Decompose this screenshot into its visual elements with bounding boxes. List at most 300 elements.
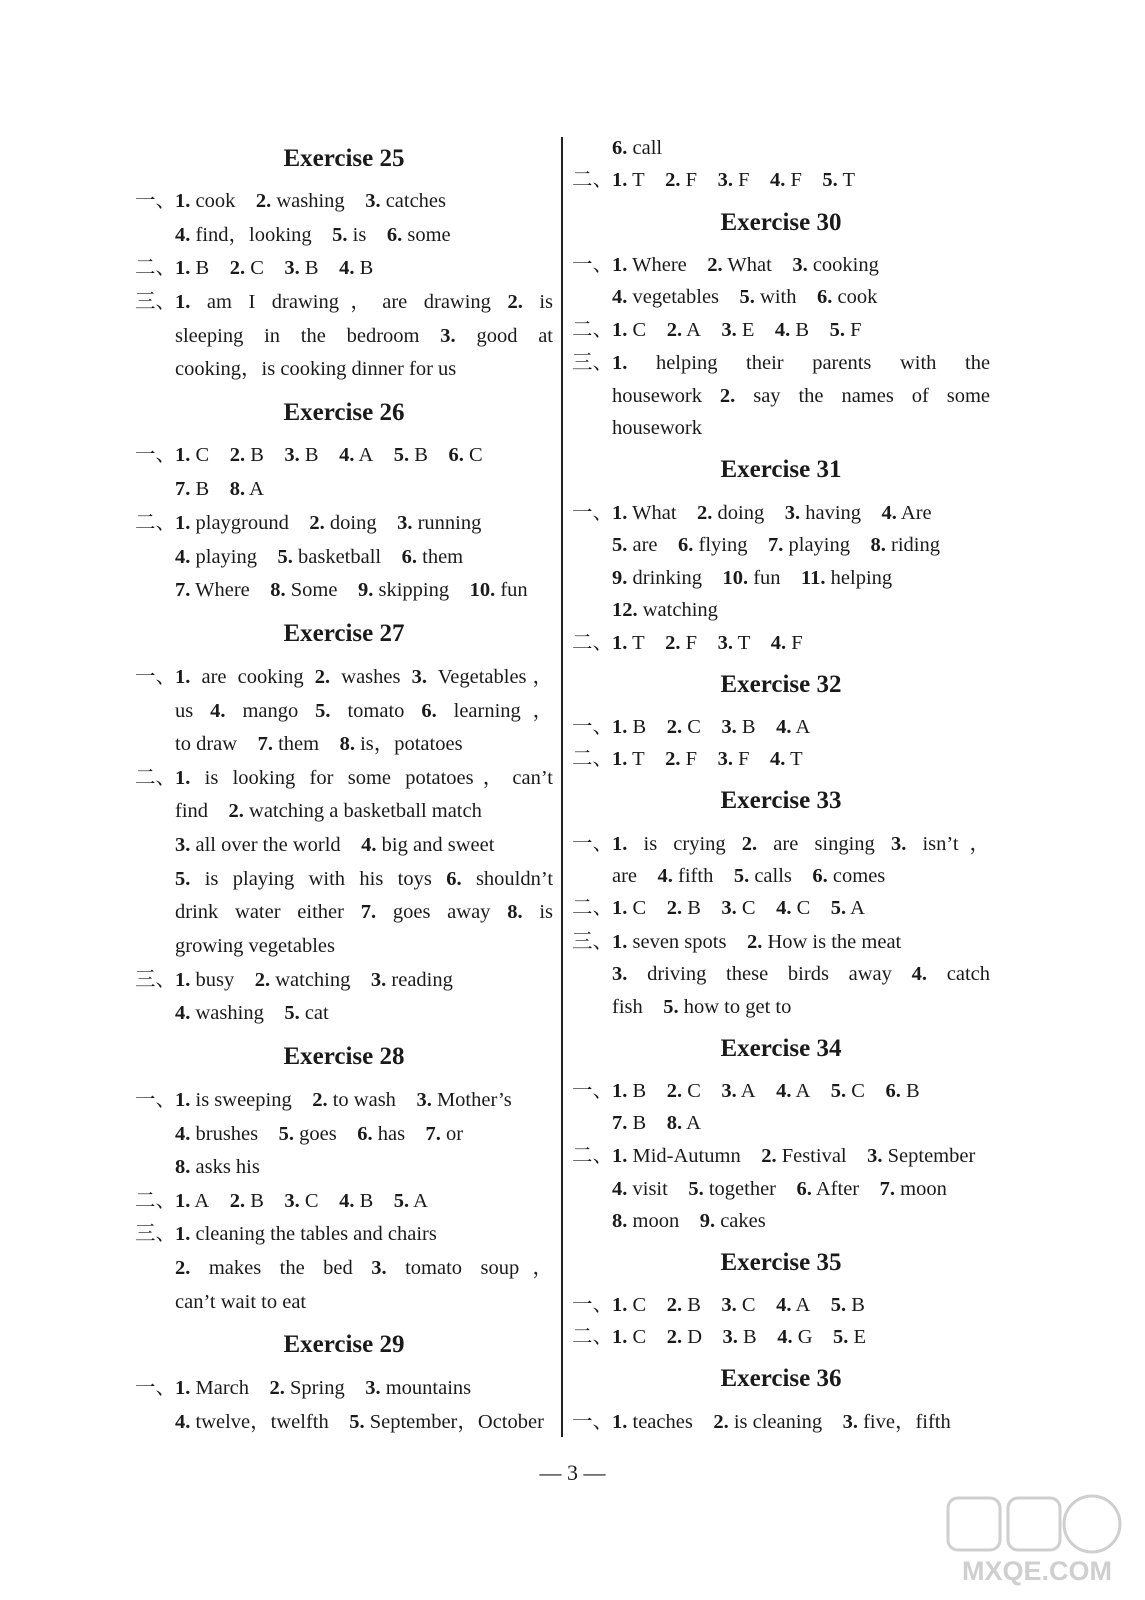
answer-text: C	[687, 1080, 701, 1102]
answer-number: 1.	[612, 1145, 628, 1167]
answer-number: 5.	[829, 319, 845, 341]
section-label: 一、	[572, 1080, 613, 1102]
answer-text: B	[632, 1112, 647, 1134]
answer-item	[882, 502, 932, 524]
answer-item	[175, 478, 209, 500]
answer-number: 3.	[411, 666, 427, 688]
answer-item	[707, 254, 772, 276]
answer-items	[612, 1175, 990, 1203]
answer-item	[255, 969, 351, 991]
answer-text: B	[851, 1294, 865, 1316]
answer-text: Some	[290, 579, 338, 601]
answer-number: 2.	[666, 1326, 683, 1348]
answer-item	[830, 319, 862, 341]
answer-text: basketball	[298, 546, 382, 568]
answer-item	[175, 969, 234, 991]
answer-text: some	[407, 224, 451, 246]
svg-text:MXQE.COM: MXQE.COM	[961, 1556, 1113, 1586]
answer-number: 4.	[339, 1190, 355, 1212]
answer-number: 1.	[175, 257, 191, 279]
answer-number: 2.	[665, 748, 681, 770]
answer-item	[230, 478, 264, 500]
answer-number: 8.	[339, 733, 355, 755]
answer-items	[612, 1077, 990, 1105]
answer-text: housework	[612, 417, 702, 439]
answer-number: 3.	[784, 502, 801, 524]
answer-line	[572, 830, 990, 858]
answer-text: their	[746, 352, 784, 374]
answer-line	[572, 596, 990, 624]
page-footer: — 3 —	[539, 1460, 606, 1485]
answer-number: 5.	[175, 868, 191, 890]
answer-item	[831, 1080, 865, 1102]
answer-item	[612, 1210, 679, 1232]
answer-item	[175, 546, 257, 568]
answer-items	[612, 713, 990, 741]
answer-line	[135, 1408, 553, 1436]
answer-text: cooking	[812, 254, 879, 276]
answer-item	[812, 352, 871, 374]
answer-items	[612, 166, 990, 194]
answer-items	[612, 1291, 990, 1319]
answer-number: 4.	[777, 1326, 793, 1348]
answer-text: doing	[329, 512, 377, 534]
answer-line	[135, 966, 553, 994]
answer-items	[612, 1408, 990, 1436]
answer-number: 6.	[812, 865, 828, 887]
watermark-logo	[940, 1492, 1135, 1592]
answer-item	[612, 963, 892, 985]
answer-item	[361, 901, 491, 923]
answer-text: C	[304, 1190, 319, 1212]
answer-item	[612, 996, 643, 1018]
answer-text: are	[632, 534, 658, 556]
answer-number: 9.	[357, 579, 374, 601]
answer-text: is	[352, 224, 367, 246]
answer-number: 1.	[175, 291, 191, 313]
answer-item	[175, 512, 289, 534]
answer-number: 9.	[612, 567, 628, 589]
answer-number: 2.	[719, 385, 736, 407]
answer-text: catches	[385, 190, 447, 212]
answer-number: 1.	[612, 169, 628, 191]
answer-item	[768, 534, 850, 556]
exercise-title: Exercise 34	[720, 1035, 842, 1062]
answer-text: isn’t，	[922, 833, 991, 855]
answer-text: all over the world	[195, 834, 341, 856]
answer-item	[230, 444, 264, 466]
answer-number: 2.	[707, 254, 723, 276]
answer-text: comes	[832, 865, 886, 887]
answer-text: makes the bed	[208, 1257, 353, 1279]
answer-number: 3.	[792, 254, 808, 276]
answer-item	[891, 833, 990, 855]
answer-text: washes	[341, 666, 401, 688]
answer-line	[135, 797, 553, 825]
answer-text: F	[685, 632, 698, 654]
answer-number: 5.	[733, 865, 750, 887]
answer-number: 4.	[361, 834, 377, 856]
answer-text: B	[304, 257, 319, 279]
answer-number: 3.	[284, 1190, 300, 1212]
answer-number: 2.	[666, 1294, 683, 1316]
exercise-title: Exercise 26	[283, 399, 405, 426]
answer-text: C	[632, 319, 647, 341]
answer-text: A	[686, 1112, 701, 1134]
answer-items	[612, 316, 990, 344]
answer-item	[833, 1326, 866, 1348]
answer-number: 1.	[612, 833, 628, 855]
answer-text: teaches	[632, 1411, 693, 1433]
answer-text: say the names of some	[753, 385, 991, 407]
answer-items	[175, 441, 553, 469]
answer-line	[135, 475, 553, 503]
answer-number: 5.	[393, 1190, 410, 1212]
answer-text: C	[250, 257, 264, 279]
answer-line	[572, 283, 990, 311]
answer-number: 2.	[713, 1411, 729, 1433]
answer-number: 3.	[284, 444, 300, 466]
answer-number: 2.	[665, 169, 681, 191]
section-label: 三、	[135, 969, 176, 991]
answer-text: fish	[612, 996, 643, 1018]
answer-number: 3.	[717, 632, 733, 654]
answer-text: After	[815, 1178, 860, 1200]
answer-number: 2.	[314, 666, 331, 688]
answer-line	[135, 663, 553, 691]
answer-text: are singing	[773, 833, 875, 855]
answer-items	[612, 928, 990, 956]
answer-number: 5.	[278, 1123, 295, 1145]
answer-line	[572, 713, 990, 741]
answer-item	[912, 963, 990, 985]
answer-item	[175, 190, 235, 212]
answer-number: 6.	[357, 1123, 373, 1145]
answer-text: or	[446, 1123, 464, 1145]
answer-item	[175, 579, 250, 601]
page-number: 3	[567, 1460, 578, 1485]
answer-text: watching a basketball match	[249, 800, 482, 822]
answer-text: with	[760, 286, 797, 308]
answer-items	[175, 797, 553, 825]
answer-number: 1.	[612, 897, 628, 919]
answer-line	[572, 894, 990, 922]
answer-items	[612, 862, 990, 890]
answer-items	[175, 1187, 553, 1215]
answer-number: 2.	[746, 931, 763, 953]
answer-number: 4.	[881, 502, 897, 524]
answer-text: visit	[632, 1178, 668, 1200]
answer-line	[135, 355, 553, 383]
answer-item	[612, 352, 717, 374]
answer-text: them	[422, 546, 464, 568]
answer-number: 4.	[612, 286, 628, 308]
answer-line	[572, 166, 990, 194]
answer-items	[612, 1142, 990, 1170]
answer-item	[665, 169, 697, 191]
answer-items	[175, 730, 553, 758]
answer-item	[256, 190, 345, 212]
answer-line	[135, 254, 553, 282]
answer-item	[339, 444, 373, 466]
answer-text: cook	[195, 190, 236, 212]
answer-item	[175, 1411, 329, 1433]
answer-item	[365, 1377, 471, 1399]
answer-text: growing vegetables	[175, 935, 335, 957]
answer-text: how to get to	[683, 996, 792, 1018]
answer-item	[175, 257, 209, 279]
answer-number: 4.	[339, 444, 355, 466]
answer-items	[612, 283, 990, 311]
answer-text: Where	[195, 579, 250, 601]
answer-number: 7.	[360, 901, 377, 923]
answer-number: 8.	[507, 901, 523, 923]
answer-line	[135, 697, 553, 725]
answer-text: G	[797, 1326, 813, 1348]
answer-items	[612, 960, 990, 988]
answer-number: 3.	[842, 1411, 858, 1433]
answer-text: twelve，twelfth	[195, 1411, 329, 1433]
answer-line	[572, 629, 990, 657]
answer-item	[279, 1123, 337, 1145]
answer-text: F	[850, 319, 862, 341]
answer-item	[507, 901, 553, 923]
answer-number: 1.	[612, 632, 628, 654]
answer-items	[175, 288, 553, 316]
answer-item	[612, 567, 702, 589]
answer-text: B	[195, 257, 210, 279]
answer-text: can’t wait to eat	[175, 1291, 307, 1313]
answer-number: 3.	[397, 512, 413, 534]
answer-text: September，October	[369, 1411, 544, 1433]
answer-line	[572, 251, 990, 279]
answer-text: is playing with his toys	[204, 868, 432, 890]
answer-item	[612, 833, 726, 855]
section-label: 三、	[135, 291, 176, 313]
section-label: 二、	[135, 257, 176, 279]
answer-number: 6.	[678, 534, 694, 556]
exercise-title: Exercise 36	[720, 1365, 842, 1392]
answer-text: tomato soup，	[405, 1257, 554, 1279]
answer-items	[175, 254, 553, 282]
answer-item	[312, 1089, 396, 1111]
exercise-title: Exercise 33	[720, 787, 842, 814]
answer-line	[135, 1288, 553, 1316]
answer-line	[135, 1374, 553, 1402]
answer-items	[175, 1120, 553, 1148]
section-label: 二、	[135, 1190, 176, 1212]
answer-number: 3.	[721, 897, 737, 919]
answer-item	[747, 931, 901, 953]
answer-number: 2.	[666, 716, 683, 738]
answer-text: helping	[655, 352, 718, 374]
answer-text: parents	[812, 352, 872, 374]
answer-text: playing	[195, 546, 257, 568]
answer-item	[612, 1080, 646, 1102]
answer-item	[612, 1112, 646, 1134]
answer-text: B	[304, 444, 319, 466]
answer-item	[371, 969, 453, 991]
answer-number: 4.	[911, 963, 928, 985]
answer-text: helping	[830, 567, 893, 589]
answer-number: 8.	[270, 579, 286, 601]
answer-item	[394, 1190, 428, 1212]
answer-item	[880, 1178, 947, 1200]
answer-number: 8.	[870, 534, 886, 556]
answer-item	[721, 897, 755, 919]
answer-item	[612, 534, 658, 556]
answer-number: 2.	[666, 1080, 683, 1102]
answer-number: 2.	[229, 257, 246, 279]
answer-item	[721, 319, 754, 341]
answer-item	[771, 632, 803, 654]
section-label: 一、	[135, 1377, 176, 1399]
answer-item	[746, 352, 784, 374]
answer-text: cook	[837, 286, 878, 308]
answer-text: call	[632, 137, 663, 159]
answer-text: F	[738, 748, 750, 770]
answer-line	[135, 865, 553, 893]
answer-number: 1.	[175, 512, 191, 534]
answer-text: T	[632, 169, 645, 191]
answer-number: 10.	[722, 567, 749, 589]
answer-text: B	[795, 319, 810, 341]
answer-item	[718, 169, 750, 191]
answer-number: 4.	[175, 546, 191, 568]
answer-text: housework	[612, 385, 702, 407]
answer-item	[667, 1326, 702, 1348]
answer-item	[822, 169, 855, 191]
answer-text: B	[250, 1190, 264, 1212]
answer-item	[175, 1089, 292, 1111]
answer-number: 1.	[175, 1377, 191, 1399]
answer-line	[135, 764, 553, 792]
answer-items	[612, 830, 990, 858]
answer-text: fun	[500, 579, 528, 601]
answer-number: 3.	[717, 169, 733, 191]
answer-item	[270, 579, 337, 601]
answer-text: is sweeping	[195, 1089, 292, 1111]
answer-text: B	[905, 1080, 920, 1102]
answer-number: 1.	[175, 1223, 191, 1245]
answer-text: A	[194, 1190, 210, 1212]
answer-item	[776, 1294, 810, 1316]
section-label: 三、	[572, 352, 613, 374]
answer-text: brushes	[195, 1123, 259, 1145]
answer-number: 3.	[416, 1089, 432, 1111]
exercise-title: Exercise 35	[720, 1249, 842, 1276]
answer-number: 3.	[284, 257, 300, 279]
answer-text: C	[468, 444, 483, 466]
answer-number: 3.	[365, 1377, 381, 1399]
answer-text: are cooking	[201, 666, 304, 688]
answer-items	[612, 596, 990, 624]
answer-item	[777, 1326, 812, 1348]
section-label: 二、	[135, 767, 176, 789]
answer-item	[612, 865, 637, 887]
answer-text: B	[743, 1326, 757, 1348]
answer-items	[612, 1323, 990, 1351]
answer-item	[612, 137, 662, 159]
answer-item	[412, 666, 553, 688]
answer-item	[663, 996, 791, 1018]
answer-text: cakes	[720, 1210, 766, 1232]
answer-item	[713, 1411, 822, 1433]
answer-number: 2.	[665, 632, 681, 654]
answer-text: T	[632, 632, 645, 654]
answer-text: What	[727, 254, 772, 276]
answer-item	[507, 291, 553, 313]
answer-item	[612, 716, 646, 738]
answer-text: B	[359, 1190, 374, 1212]
answer-line	[135, 999, 553, 1027]
answer-text: C	[195, 444, 210, 466]
answer-number: 9.	[699, 1210, 716, 1232]
answer-text: fifth	[678, 865, 714, 887]
answer-item	[667, 897, 701, 919]
answer-number: 1.	[175, 1089, 191, 1111]
answer-text: running	[417, 512, 482, 534]
answer-item	[402, 546, 464, 568]
answer-line	[135, 1153, 553, 1181]
answer-text: driving these birds away	[647, 963, 892, 985]
section-label: 一、	[572, 502, 613, 524]
exercise-title: Exercise 31	[720, 456, 842, 483]
answer-number: 1.	[612, 254, 628, 276]
answer-item	[700, 1210, 766, 1232]
answer-number: 12.	[612, 599, 638, 621]
answer-item	[340, 733, 463, 755]
answer-text: F	[685, 748, 698, 770]
answer-line	[135, 1254, 553, 1282]
answer-number: 3.	[721, 319, 737, 341]
answer-item	[612, 599, 718, 621]
answer-number: 4.	[612, 1178, 628, 1200]
answer-number: 1.	[612, 1080, 628, 1102]
answer-number: 4.	[776, 1294, 792, 1316]
answer-text: is looking for some potatoes，can’t	[204, 767, 553, 789]
answer-item	[284, 257, 318, 279]
answer-item	[612, 286, 719, 308]
answer-text: A	[358, 444, 374, 466]
answer-number: 4.	[769, 748, 786, 770]
answer-number: 1.	[175, 444, 191, 466]
answer-text: moon	[632, 1210, 680, 1232]
answer-item	[612, 319, 646, 341]
answer-text: cleaning the tables and chairs	[195, 1223, 437, 1245]
answer-item	[175, 868, 432, 890]
answer-number: 4.	[175, 1123, 191, 1145]
answer-item	[770, 169, 802, 191]
answer-text: T	[790, 748, 803, 770]
answer-items	[175, 1086, 553, 1114]
answer-line	[135, 932, 553, 960]
answer-number: 5.	[830, 897, 847, 919]
answer-item	[229, 800, 482, 822]
answer-item	[258, 733, 320, 755]
answer-number: 7.	[175, 478, 191, 500]
answer-text: B	[687, 1294, 701, 1316]
answer-text: A	[795, 1294, 811, 1316]
answer-items	[612, 1109, 990, 1137]
answer-text: skipping	[378, 579, 450, 601]
answer-item	[667, 1294, 701, 1316]
answer-item	[358, 579, 449, 601]
answer-number: 7.	[879, 1178, 896, 1200]
answer-items	[612, 251, 990, 279]
section-label: 一、	[572, 1294, 613, 1316]
answer-item	[175, 1156, 260, 1178]
